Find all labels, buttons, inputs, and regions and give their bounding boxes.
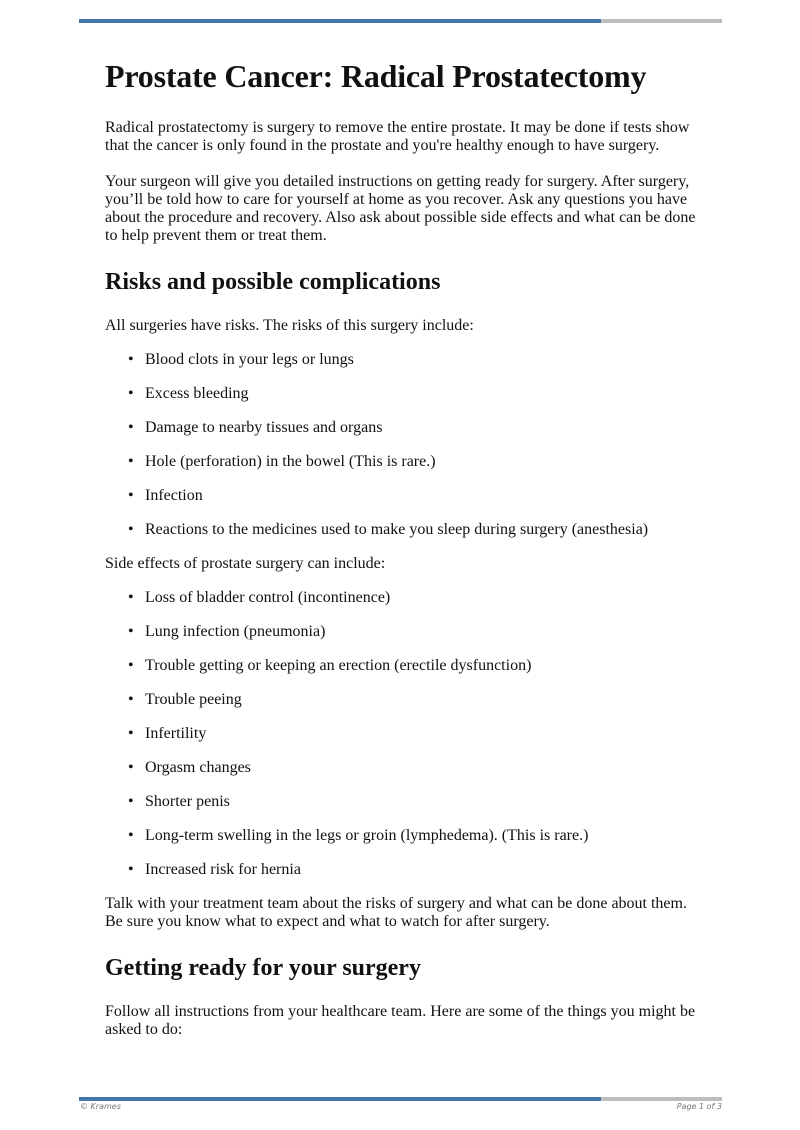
section-heading-risks: Risks and possible complications	[105, 269, 441, 295]
footer-bar-filled	[79, 1097, 601, 1101]
footer-progress-bar	[79, 1097, 722, 1101]
header-bar-track	[601, 19, 722, 23]
intro-paragraph-1: Radical prostatectomy is surgery to remove the entire prostate. It may be done if tests show that the cancer is only found in the prostate and you're healthy enough to have surgery.	[105, 119, 690, 154]
list-item: • Trouble getting or keeping an erection (erectile dysfunction)	[145, 657, 705, 675]
getting-ready-intro: Follow all instructions from your healthcare team. Here are some of the things you might be asked to do:	[105, 1003, 696, 1038]
footer-bar-track	[601, 1097, 722, 1101]
list-item: • Loss of bladder control (incontinence)	[145, 589, 705, 607]
list-item: • Damage to nearby tissues and organs	[145, 419, 705, 437]
page-footer	[79, 1102, 722, 1114]
page-number: Page 1 of 3	[676, 1102, 722, 1111]
list-item: • Infertility	[145, 725, 705, 743]
list-item: • Hole (perforation) in the bowel (This is rare.)	[145, 453, 705, 471]
side-effects-intro: Side effects of prostate surgery can include:	[105, 555, 386, 572]
list-item: • Orgasm changes	[145, 759, 705, 777]
section-heading-getting-ready: Getting ready for your surgery	[105, 955, 421, 981]
list-item: • Shorter penis	[145, 793, 705, 811]
list-item: • Long-term swelling in the legs or groin (lymphedema). (This is rare.)	[145, 827, 705, 845]
list-item: • Trouble peeing	[145, 691, 705, 709]
list-item: • Reactions to the medicines used to make you sleep during surgery (anesthesia)	[145, 521, 705, 539]
list-item: • Infection	[145, 487, 705, 505]
document-body	[105, 56, 705, 1039]
header-bar-filled	[79, 19, 601, 23]
list-item: • Excess bleeding	[145, 385, 705, 403]
list-item: • Blood clots in your legs or lungs	[145, 351, 705, 369]
copyright-text: © Krames	[80, 1102, 121, 1111]
side-effects-list	[105, 589, 705, 879]
list-item: • Lung infection (pneumonia)	[145, 623, 705, 641]
page-title: Prostate Cancer: Radical Prostatectomy	[105, 58, 647, 94]
header-progress-bar	[79, 19, 722, 23]
intro-paragraph-2: Your surgeon will give you detailed instructions on getting ready for surgery. After surgery, you’ll be told how to care for yourself at home as you recover. Ask any questions you have about the procedure and recovery. Also ask about possible side effects and what can be done to help prevent them or treat them.	[105, 173, 696, 244]
risks-list	[105, 351, 705, 539]
risks-intro: All surgeries have risks. The risks of this surgery include:	[105, 317, 474, 334]
risks-closing-paragraph: Talk with your treatment team about the risks of surgery and what can be done about them. Be sure you know what to expect and what to watch for after surgery.	[105, 895, 687, 930]
list-item: • Increased risk for hernia	[145, 861, 705, 879]
